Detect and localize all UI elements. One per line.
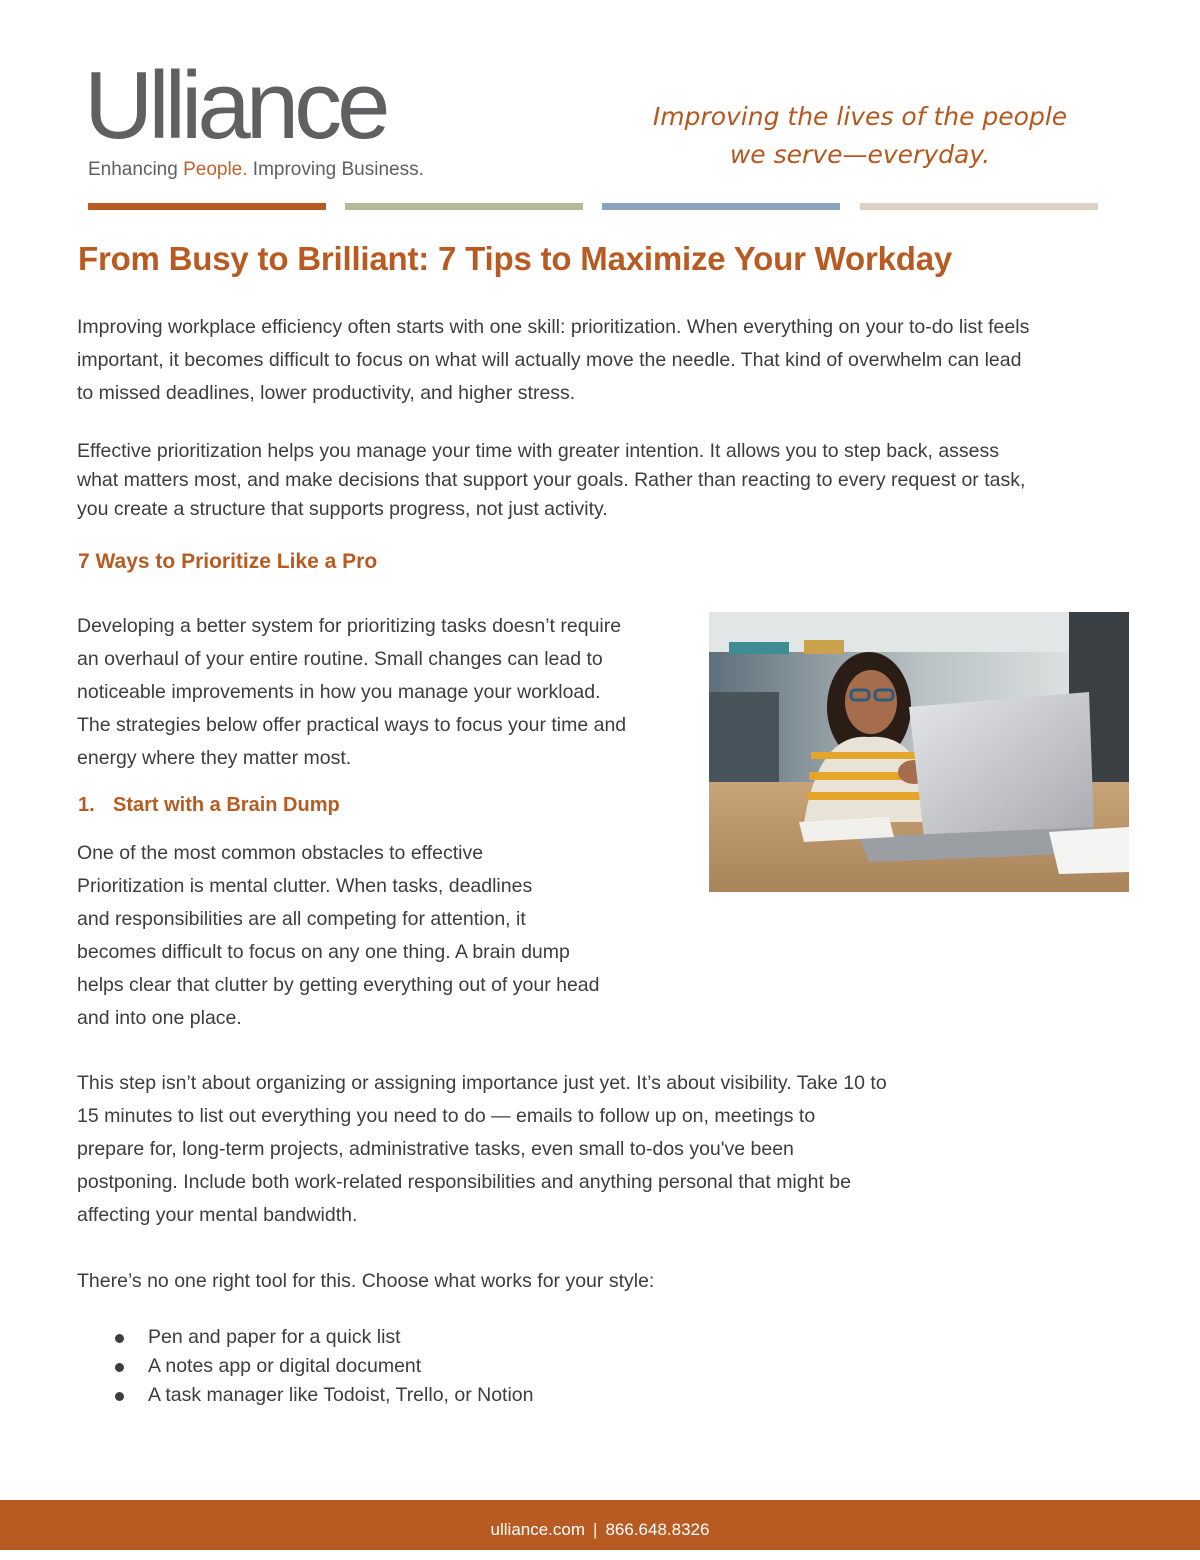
text-line: and into one place. — [77, 1007, 242, 1029]
woman-at-laptop-photo — [709, 612, 1129, 892]
text-line: important, it becomes difficult to focus on what will actually move the needle. That kind of overwhelm can lead — [77, 349, 1022, 371]
footer-website-link[interactable]: ulliance.com — [490, 1520, 586, 1539]
tagline-accent: People. — [183, 159, 248, 180]
text-line: 15 minutes to list out everything you need to do — emails to follow up on, meetings to — [77, 1105, 816, 1127]
text-line: an overhaul of your entire routine. Small changes can lead to — [77, 648, 603, 670]
section-paragraph — [77, 610, 626, 775]
text-line: helps clear that clutter by getting everything out of your head — [77, 974, 600, 996]
text-line: Developing a better system for prioritizing tasks doesn’t require — [77, 615, 622, 637]
color-bar-1 — [88, 203, 326, 210]
slogan — [600, 98, 1120, 174]
section-heading: 7 Ways to Prioritize Like a Pro — [78, 550, 378, 573]
tagline-text-2: Improving Business. — [247, 159, 424, 180]
text-line: you create a structure that supports progress, not just activity. — [77, 498, 608, 520]
color-bar-3 — [602, 203, 840, 210]
intro-paragraph-1 — [77, 311, 1029, 410]
text-line: prepare for, long-term projects, administrative tasks, even small to-dos you've been — [77, 1138, 794, 1160]
tip-1-paragraph-3: There’s no one right tool for this. Choose what works for your style: — [77, 1270, 655, 1292]
list-item: Pen and paper for a quick list — [77, 1323, 534, 1352]
header-color-bars — [88, 203, 1100, 211]
logo-tagline — [88, 159, 424, 181]
text-line: One of the most common obstacles to effective — [77, 842, 484, 864]
color-bar-4 — [860, 203, 1098, 210]
text-line: This step isn’t about organizing or assigning importance just yet. It’s about visibility. Take 10 to — [77, 1072, 887, 1094]
intro-paragraph-2 — [77, 437, 1025, 524]
tip-1-title: Start with a Brain Dump — [113, 794, 340, 816]
tagline-text-1: Enhancing — [88, 159, 184, 180]
page-title: From Busy to Brilliant: 7 Tips to Maximize Your Workday — [78, 240, 953, 277]
list-item: A task manager like Todoist, Trello, or Notion — [77, 1381, 534, 1410]
footer-phone[interactable]: 866.648.8326 — [605, 1520, 710, 1539]
slogan-line-1: Improving the lives of the people — [652, 102, 1068, 131]
text-line: to missed deadlines, lower productivity, and higher stress. — [77, 382, 576, 404]
tip-1-number: 1. — [78, 794, 95, 816]
text-line: The strategies below offer practical ways to focus your time and — [77, 714, 627, 736]
footer — [0, 1500, 1200, 1550]
text-line: energy where they matter most. — [77, 747, 352, 769]
text-line: becomes difficult to focus on any one thing. A brain dump — [77, 941, 570, 963]
logo-wordmark: Ulliance — [84, 52, 386, 159]
tool-bullet-list — [77, 1323, 534, 1410]
tip-1-paragraph-1 — [77, 837, 599, 1035]
slogan-line-2: we serve—everyday. — [729, 140, 991, 169]
text-line: Improving workplace efficiency often starts with one skill: prioritization. When everything on your to-do list feels — [77, 316, 1030, 338]
footer-separator: | — [593, 1520, 598, 1539]
list-item: A notes app or digital document — [77, 1352, 534, 1381]
tip-1-paragraph-2 — [77, 1067, 887, 1232]
tip-1-heading — [78, 794, 340, 817]
text-line: postponing. Include both work-related responsibilities and anything personal that might be — [77, 1171, 851, 1193]
text-line: affecting your mental bandwidth. — [77, 1204, 358, 1226]
text-line: Effective prioritization helps you manage your time with greater intention. It allows you to step back, assess — [77, 440, 1000, 462]
color-bar-2 — [345, 203, 583, 210]
text-line: what matters most, and make decisions that support your goals. Rather than reacting to every request or task, — [77, 469, 1026, 491]
text-line: Prioritization is mental clutter. When tasks, deadlines — [77, 875, 533, 897]
text-line: and responsibilities are all competing for attention, it — [77, 908, 526, 930]
text-line: noticeable improvements in how you manage your workload. — [77, 681, 601, 703]
